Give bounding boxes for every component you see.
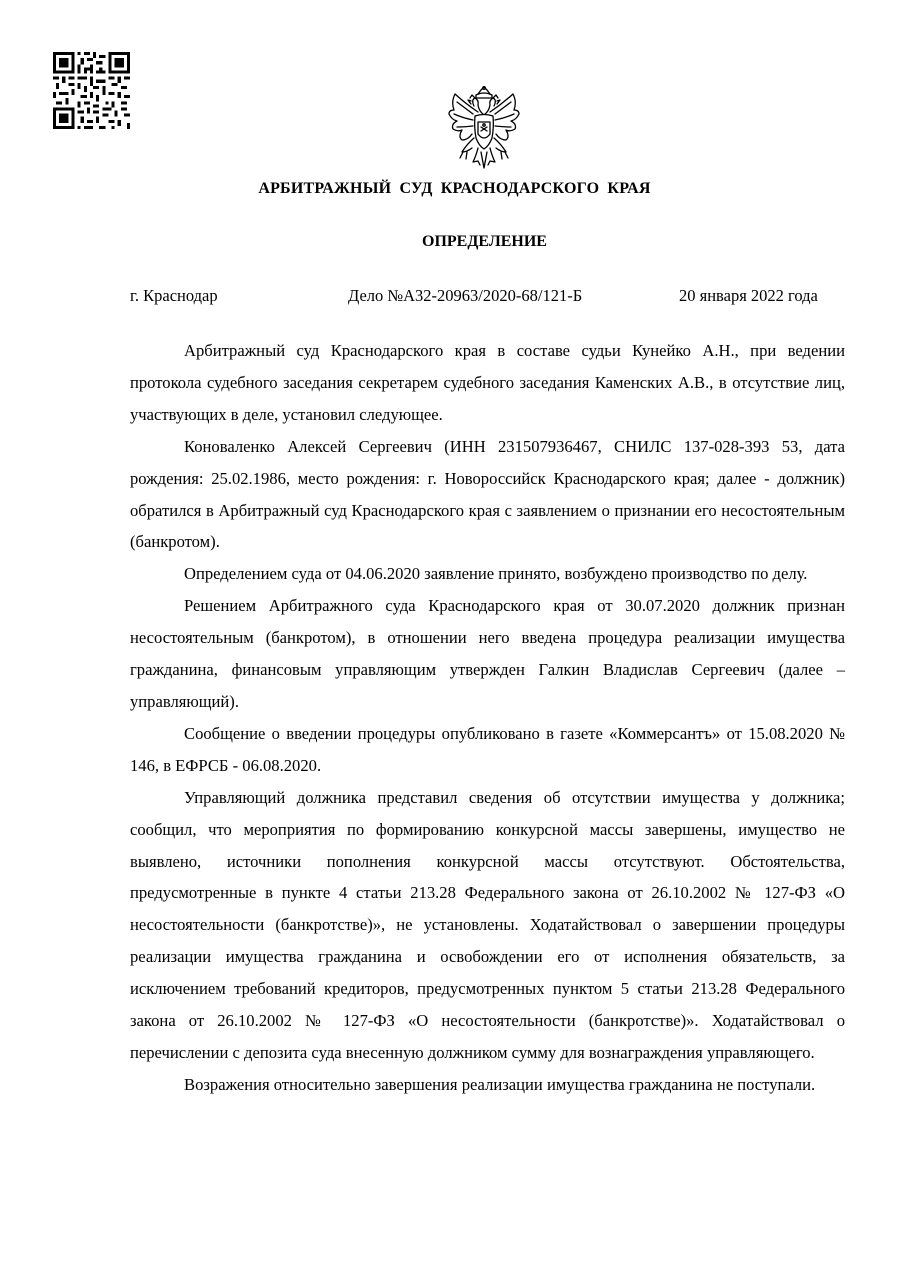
decision-date: 20 января 2022 года bbox=[679, 286, 818, 305]
paragraph: Определением суда от 04.06.2020 заявление принято, возбуждено производство по делу. bbox=[184, 564, 808, 584]
coat-of-arms-emblem bbox=[445, 86, 523, 170]
qr-code bbox=[53, 52, 130, 129]
court-name: АРБИТРАЖНЫЙ СУД КРАСНОДАРСКОГО КРАЯ bbox=[258, 180, 651, 197]
paragraph: Сообщение о введении процедуры опубликовано в газете «Коммерсантъ» от 15.08.2020 № 146, в ЕФРСБ - 06.08.2020. bbox=[130, 723, 845, 775]
paragraph: Управляющий должника представил сведения об отсутствии имущества у должника; сообщил, что мероприятия по формированию конкурсной массы завершены, имущество не выявлено, источники пополнения конкурсной массы отсутствуют. Обстоятельства, предусмотренные в пункте 4 статьи 213.28 Федерального закона от 26.10.2002 № 127-ФЗ «О несостоятельности (банкротстве)», не установлены. Ходатайствовал о завершении процедуры реализации имущества гражданина и освобождении его от исполнения обязательств, за исключением требований кредиторов, предусмотренных пунктом 5 статьи 213.28 Федерального закона от 26.10.2002 № 127-ФЗ «О несостоятельности (банкротстве)». Ходатайствовал о перечислении с депозита суда внесенную должником сумму для вознаграждения управляющего. bbox=[130, 787, 845, 1062]
case-number: Дело №А32-20963/2020-68/121-Б bbox=[348, 286, 583, 305]
document-title: ОПРЕДЕЛЕНИЕ bbox=[422, 233, 547, 250]
paragraph: Возражения относительно завершения реализации имущества гражданина не поступали. bbox=[184, 1074, 816, 1094]
city: г. Краснодар bbox=[130, 286, 218, 305]
paragraph: Арбитражный суд Краснодарского края в составе судьи Кунейко А.Н., при ведении протокола судебного заседания секретарем судебного заседания Каменских А.В., в отсутствие лиц, участвующих в деле, установил следующее. bbox=[130, 341, 845, 424]
paragraph: Решением Арбитражного суда Краснодарского края от 30.07.2020 должник признан несостоятельным (банкротом), в отношении него введена процедура реализации имущества гражданина, финансовым управляющим утвержден Галкин Владислав Сергеевич (далее – управляющий). bbox=[130, 596, 845, 711]
paragraph: Коноваленко Алексей Сергеевич (ИНН 231507936467, СНИЛС 137-028-393 53, дата рождения: 25.02.1986, место рождения: г. Новороссийск Краснодарского края; далее - должник) обратился в Арбитражный суд Краснодарского края с заявлением о признании его несостоятельным (банкротом). bbox=[130, 436, 845, 552]
document-body bbox=[130, 335, 845, 1101]
